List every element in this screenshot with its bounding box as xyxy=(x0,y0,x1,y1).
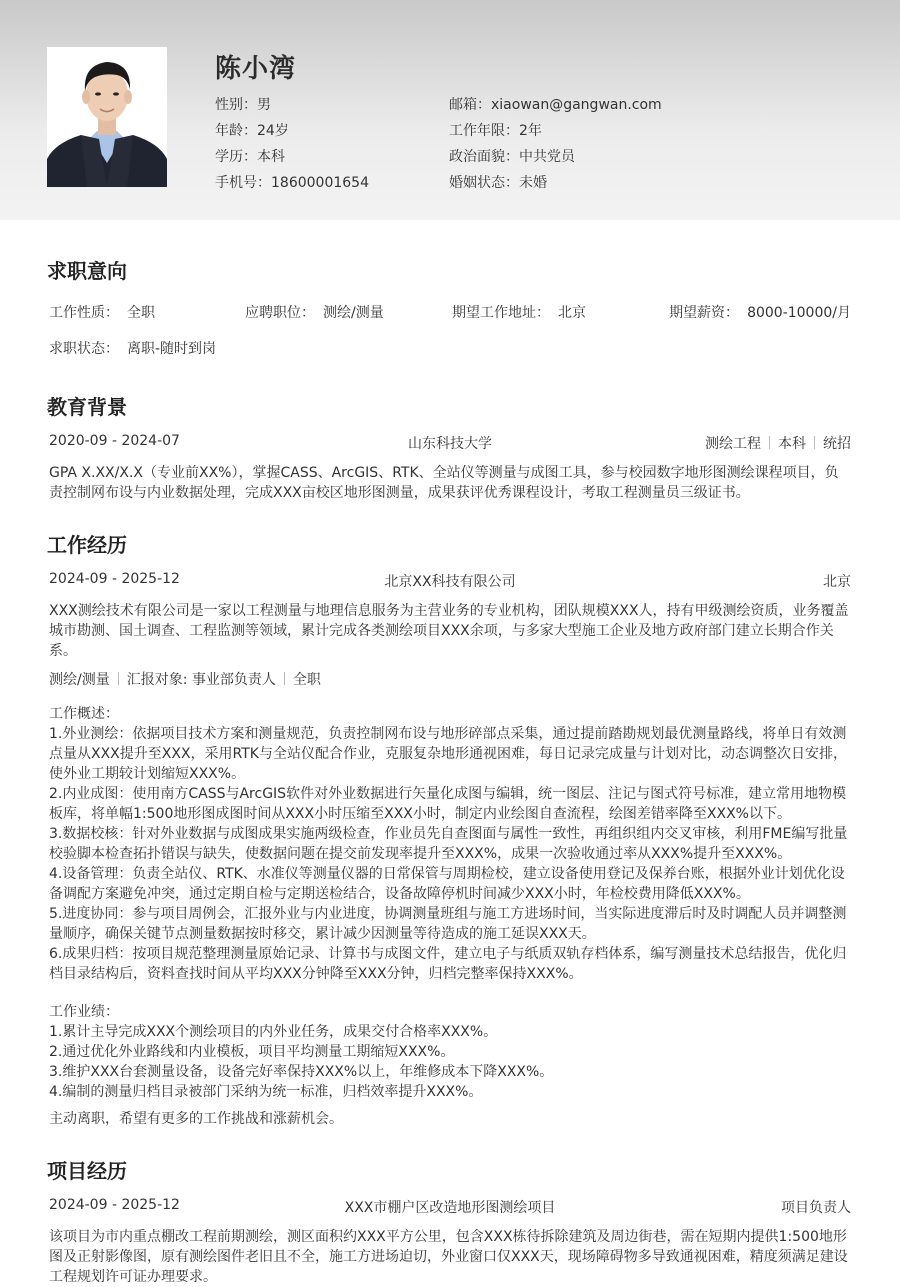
work-employment: 全职 xyxy=(292,672,321,688)
work-duty: 2.内业成图：使用南方CASS与ArcGIS软件对外业数据进行矢量化成图与编辑，统一图层、注记与图式符号标准，建立常用地物模板库，将单幅1:500地形图成图时间从XXX小时压缩至XXX小时，制定内业绘图自查流程，绘图差错率降至XXX%以下。 xyxy=(49,786,847,822)
profile-photo xyxy=(47,47,167,187)
education-admission: 统招 xyxy=(823,436,851,452)
intent-salary-value: 8000-10000/月 xyxy=(747,305,851,321)
age: 年龄：24岁 xyxy=(215,123,289,139)
intent-status-label: 求职状态： xyxy=(49,341,119,357)
divider xyxy=(814,436,815,449)
work-duty: 3.数据校核：针对外业数据与成图成果实施两级检查，作业员先自查图面与属性一致性，再组织组内交叉审核，利用FME编写批量校验脚本检查拓扑错误与缺失，使数据问题在提交前发现率提升至XXX%，成果一次验收通过率从XXX%提升至XXX%。 xyxy=(49,826,848,862)
work-company: 北京XX科技有限公司 xyxy=(384,574,516,590)
work-section-title: 工作经历 xyxy=(47,533,127,557)
education-description: GPA X.XX/X.X（专业前XX%），掌握CASS、ArcGIS、RTK、全站仪等测量与成图工具，参与校园数字地形图测绘课程项目，负责控制网布设与内业数据处理，完成XXX亩校区地形图测量，成果获评优秀课程设计，考取工程测量员三级证书。 xyxy=(49,465,839,501)
intent-job-type xyxy=(49,302,155,322)
education-school: 山东科技大学 xyxy=(408,436,492,452)
work-duty: 6.成果归档：按项目规范整理测量原始记录、计算书与成图文件，建立电子与纸质双轨存档体系，编写测量技术总结报告，优化归档目录结构后，资料查找时间从平均XXX分钟降至XXX分钟，归档完整率保持XXX%。 xyxy=(49,946,847,982)
education-major: 测绘工程 xyxy=(705,436,761,452)
intent-location-label: 期望工作地址： xyxy=(452,305,550,321)
education-section-title: 教育背景 xyxy=(47,395,127,419)
political-status: 政治面貌：中共党员 xyxy=(449,149,575,165)
work-company-intro: XXX测绘技术有限公司是一家以工程测量与地理信息服务为主营业务的专业机构，团队规模XXX人，持有甲级测绘资质，业务覆盖城市勘测、国土调查、工程监测等领域，累计完成各类测绘项目XXX余项，与多家大型施工企业及地方政府部门建立长期合作关系。 xyxy=(49,603,849,659)
work-duty: 1.外业测绘：依据项目技术方案和测量规范，负责控制网布设与地形碎部点采集，通过提前踏勘规划最优测量路线，将单日有效测点量从XXX提升至XXX，采用RTK与全站仪配合作业，克服复杂地形通视困难，每日记录完成量与计划对比，动态调整次日安排，使外业工期较计划缩短XXX%。 xyxy=(49,726,847,782)
work-city: 北京 xyxy=(823,574,851,590)
work-duty: 5.进度协同：参与项目周例会，汇报外业与内业进度，协调测量班组与施工方进场时间，当实际进度滞后时及时调配人员并调整测量顺序，确保关键节点测量数据按时移交，累计减少因测量等待造成的施工延误XXX天。 xyxy=(49,906,847,942)
project-name: XXX市棚户区改造地形图测绘项目 xyxy=(344,1200,556,1216)
email: 邮箱：xiaowan@gangwan.com xyxy=(449,97,662,113)
work-report-to: 汇报对象: 事业部负责人 xyxy=(126,672,276,688)
intent-salary xyxy=(669,302,851,322)
gender: 性别：男 xyxy=(215,97,271,113)
work-years: 工作年限：2年 xyxy=(449,123,542,139)
work-leave-reason: 主动离职，希望有更多的工作挑战和涨薪机会。 xyxy=(49,1111,343,1127)
intent-location xyxy=(452,302,586,322)
work-summary xyxy=(49,704,851,984)
work-duty: 4.设备管理：负责全站仪、RTK、水准仪等测量仪器的日常保管与周期检校，建立设备使用登记及保养台账，根据外业计划优化设备调配方案避免冲突，通过定期自检与定期送检结合，设备故障停机时间减少XXX小时，年检校费用降低XXX%。 xyxy=(49,866,845,902)
marital-status: 婚姻状态：未婚 xyxy=(449,175,547,191)
project-section-title: 项目经历 xyxy=(47,1159,127,1183)
project-role: 项目负责人 xyxy=(781,1200,851,1216)
candidate-name: 陈小湾 xyxy=(215,54,297,84)
project-description: 该项目为市内重点棚改工程前期测绘，测区面积约XXX平方公里，包含XXX栋待拆除建筑及周边街巷，需在短期内提供1:500地形图及正射影像图，原有测绘图件老旧且不全，施工方进场迫切，外业窗口仅XXX天，现场障碍物多导致通视困难，精度须满足建设工程规划许可证办理要求。 xyxy=(49,1229,848,1285)
intent-status xyxy=(49,338,216,358)
phone: 手机号：18600001654 xyxy=(215,175,369,191)
intent-position xyxy=(245,302,384,322)
education-level: 学历：本科 xyxy=(215,149,285,165)
work-summary-title: 工作概述： xyxy=(49,706,119,722)
intent-location-value: 北京 xyxy=(558,305,586,321)
work-achievements xyxy=(49,1002,851,1102)
education-degree: 本科 xyxy=(778,436,806,452)
intent-job-type-value: 全职 xyxy=(127,305,155,321)
intent-position-value: 测绘/测量 xyxy=(323,305,384,321)
education-meta xyxy=(705,433,851,453)
work-achievement: 3.维护XXX台套测量设备，设备完好率保持XXX%以上，年维修成本下降XXX%。 xyxy=(49,1064,554,1080)
work-role: 测绘/测量 xyxy=(49,672,110,688)
divider xyxy=(284,672,285,685)
divider xyxy=(769,436,770,449)
intent-salary-label: 期望薪资： xyxy=(669,305,740,321)
intent-status-value: 离职-随时到岗 xyxy=(127,341,217,357)
work-achievements-title: 工作业绩： xyxy=(49,1004,119,1020)
intent-position-label: 应聘职位： xyxy=(245,305,315,321)
divider xyxy=(118,672,119,685)
work-achievement: 4.编制的测量归档目录被部门采纳为统一标准，归档效率提升XXX%。 xyxy=(49,1084,483,1100)
project-period: 2024-09 - 2025-12 xyxy=(49,1197,180,1213)
work-role-line xyxy=(49,669,321,689)
education-period: 2020-09 - 2024-07 xyxy=(49,433,180,449)
intent-section-title: 求职意向 xyxy=(47,259,127,283)
intent-job-type-label: 工作性质： xyxy=(49,305,119,321)
work-achievement: 1.累计主导完成XXX个测绘项目的内外业任务，成果交付合格率XXX%。 xyxy=(49,1024,498,1040)
profile-photo-image xyxy=(47,47,167,187)
work-achievement: 2.通过优化外业路线和内业模板，项目平均测量工期缩短XXX%。 xyxy=(49,1044,455,1060)
work-period: 2024-09 - 2025-12 xyxy=(49,571,180,587)
